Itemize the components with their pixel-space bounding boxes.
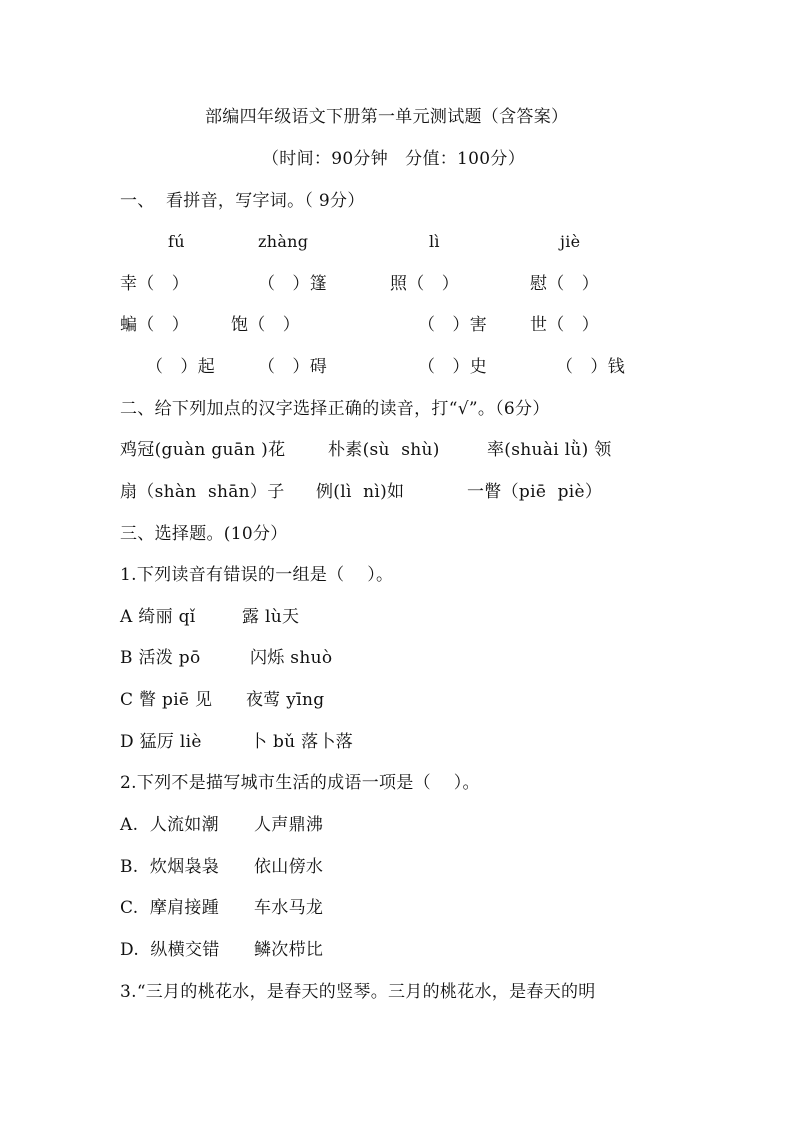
option-a: A. 人流如潮 xyxy=(120,815,219,835)
word-blank: 饱（ ） xyxy=(231,315,301,335)
word-blank: （ ）史 xyxy=(418,357,488,377)
pinyin-2: zhàng xyxy=(258,232,309,251)
reading-item: 例(lì nì)如 xyxy=(316,482,405,502)
word-blank: （ ）篷 xyxy=(258,274,328,294)
option-c: C. 摩肩接踵 xyxy=(120,898,220,918)
option-b-second: 闪烁 shuò xyxy=(250,648,333,668)
page-subtitle: （时间：90分钟 分值：100分） xyxy=(262,149,525,169)
section2-heading: 二、给下列加点的汉字选择正确的读音，打“√”。（6分） xyxy=(120,399,550,419)
pinyin-4: jiè xyxy=(560,232,581,251)
word-blank: （ ）起 xyxy=(146,357,216,377)
word-blank: （ ）害 xyxy=(418,315,488,335)
option-a: A 绮丽 qǐ xyxy=(120,607,196,627)
word-blank: 幸（ ） xyxy=(120,274,190,294)
word-blank: 世（ ） xyxy=(530,315,600,335)
word-blank: 蝙（ ） xyxy=(120,315,190,335)
option-a-second: 人声鼎沸 xyxy=(254,815,324,835)
page-title: 部编四年级语文下册第一单元测试题（含答案） xyxy=(205,107,569,127)
reading-item: 扇（shàn shān）子 xyxy=(120,482,285,502)
option-b: B. 炊烟袅袅 xyxy=(120,857,220,877)
option-d-second: 卜 bǔ 落卜落 xyxy=(250,732,354,752)
section1-heading: 一、 看拼音，写字词。（ 9分） xyxy=(120,191,365,211)
pinyin-1: fú xyxy=(168,232,185,251)
pinyin-3: lì xyxy=(429,232,440,251)
word-blank: （ ）碍 xyxy=(258,357,328,377)
option-a-second: 露 lù天 xyxy=(242,607,300,627)
option-b: B 活泼 pō xyxy=(120,648,201,668)
reading-item: 鸡冠(guàn guān )花 xyxy=(120,440,286,460)
question-1-stem: 1.下列读音有错误的一组是（ ）。 xyxy=(120,565,394,585)
option-c-second: 夜莺 yīng xyxy=(246,690,325,710)
option-d: D 猛厉 liè xyxy=(120,732,202,752)
option-b-second: 依山傍水 xyxy=(254,857,324,877)
reading-item: 率(shuài lǜ) 领 xyxy=(487,440,612,460)
question-2-stem: 2.下列不是描写城市生活的成语一项是（ ）。 xyxy=(120,773,480,793)
reading-item: 一瞥（piē piè） xyxy=(467,482,603,502)
question-3-stem: 3.“三月的桃花水，是春天的竖琴。三月的桃花水，是春天的明 xyxy=(120,982,596,1002)
section3-heading: 三、选择题。(10分） xyxy=(120,524,288,544)
word-blank: （ ）钱 xyxy=(556,357,626,377)
option-d-second: 鳞次栉比 xyxy=(254,940,324,960)
word-blank: 照（ ） xyxy=(390,274,460,294)
option-c-second: 车水马龙 xyxy=(254,898,324,918)
word-blank: 慰（ ） xyxy=(530,274,600,294)
reading-item: 朴素(sù shù) xyxy=(328,440,440,460)
option-d: D. 纵横交错 xyxy=(120,940,220,960)
option-c: C 瞥 piē 见 xyxy=(120,690,213,710)
